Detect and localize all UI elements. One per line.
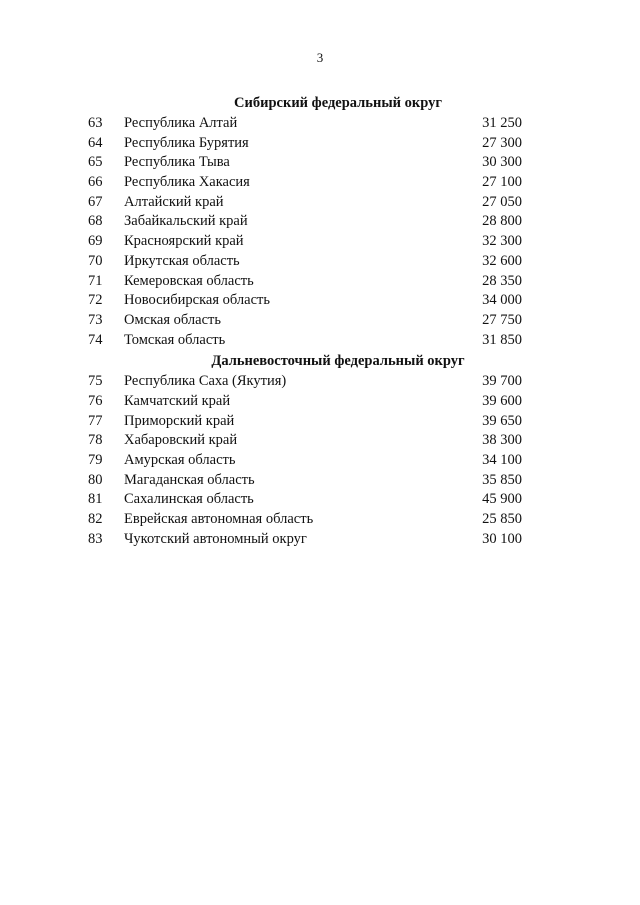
table-row (0, 153, 640, 173)
section-far-eastern (0, 350, 640, 549)
region-name: Республика Алтай (124, 115, 238, 131)
table-row (0, 451, 640, 471)
region-name: Республика Тыва (124, 154, 230, 171)
region-name: Республика Бурятия (124, 134, 249, 151)
region-name: Хабаровский край (124, 432, 238, 449)
region-value: 34 100 (482, 452, 522, 468)
region-name: Забайкальский край (124, 213, 248, 230)
table-row (0, 114, 640, 134)
row-number: 82 (88, 511, 103, 528)
region-value: 34 000 (482, 292, 522, 309)
region-value: 27 300 (482, 134, 522, 151)
section-siberian (0, 92, 640, 350)
region-value: 30 100 (482, 530, 522, 547)
region-value: 39 600 (482, 392, 522, 409)
region-name: Красноярский край (124, 233, 244, 250)
region-name: Новосибирская область (124, 292, 270, 309)
table-row (0, 212, 640, 232)
region-value: 31 850 (482, 331, 522, 348)
region-value: 45 900 (482, 491, 522, 508)
table-row (0, 372, 640, 392)
region-value: 31 250 (482, 115, 522, 131)
region-name: Еврейская автономная область (124, 511, 314, 528)
table-row (0, 311, 640, 331)
table-row (0, 272, 640, 292)
region-name: Чукотский автономный округ (124, 530, 307, 547)
region-name: Приморский край (124, 412, 235, 429)
table-row (0, 331, 640, 351)
row-number: 80 (88, 471, 103, 488)
table-row (0, 193, 640, 213)
region-value: 32 300 (482, 233, 522, 250)
row-number: 66 (88, 174, 103, 191)
region-name: Камчатский край (124, 392, 231, 409)
row-number: 69 (88, 233, 103, 250)
region-name: Республика Саха (Якутия) (124, 373, 287, 390)
row-number: 77 (88, 412, 103, 429)
region-name: Томская область (124, 331, 226, 348)
region-value: 27 100 (482, 174, 522, 191)
table-row (0, 471, 640, 491)
region-value: 38 300 (482, 432, 522, 449)
row-number: 73 (88, 311, 103, 328)
region-value: 27 750 (482, 311, 522, 328)
region-value: 27 050 (482, 193, 522, 210)
row-number: 64 (88, 134, 103, 151)
table-row (0, 291, 640, 311)
row-number: 71 (88, 272, 103, 289)
row-number: 75 (88, 373, 103, 390)
region-value: 32 600 (482, 252, 522, 269)
region-value: 35 850 (482, 471, 522, 488)
region-name: Сахалинская область (124, 491, 254, 508)
region-value: 39 650 (482, 412, 522, 429)
row-number: 81 (88, 491, 103, 508)
region-name: Амурская область (124, 452, 236, 468)
row-number: 72 (88, 292, 103, 309)
table-row (0, 412, 640, 432)
row-number: 76 (88, 392, 103, 409)
row-number: 78 (88, 432, 103, 449)
region-name: Омская область (124, 311, 221, 328)
table-row (0, 252, 640, 272)
row-number: 63 (88, 115, 103, 131)
row-number: 67 (88, 193, 103, 210)
table-row (0, 431, 640, 451)
page-number: 3 (316, 50, 324, 65)
region-name: Иркутская область (124, 252, 240, 269)
table-row (0, 134, 640, 154)
row-number: 83 (88, 530, 103, 547)
region-value: 25 850 (482, 511, 522, 528)
section-title: Дальневосточный федеральный округ (211, 353, 465, 370)
row-number: 70 (88, 252, 103, 269)
row-number: 74 (88, 331, 103, 348)
region-name: Республика Хакасия (124, 174, 250, 191)
row-number: 68 (88, 213, 103, 230)
region-name: Алтайский край (124, 193, 224, 210)
region-value: 30 300 (482, 154, 522, 171)
table-row (0, 392, 640, 412)
region-name: Магаданская область (124, 471, 255, 488)
row-number: 79 (88, 452, 103, 468)
table-row (0, 232, 640, 252)
table-row (0, 530, 640, 550)
row-number: 65 (88, 154, 103, 171)
table-row (0, 510, 640, 530)
table-row (0, 173, 640, 193)
region-value: 39 700 (482, 373, 522, 390)
section-title: Сибирский федеральный округ (234, 95, 442, 111)
region-table (0, 92, 640, 549)
region-value: 28 800 (482, 213, 522, 230)
region-name: Кемеровская область (124, 272, 254, 289)
region-value: 28 350 (482, 272, 522, 289)
table-row (0, 490, 640, 510)
